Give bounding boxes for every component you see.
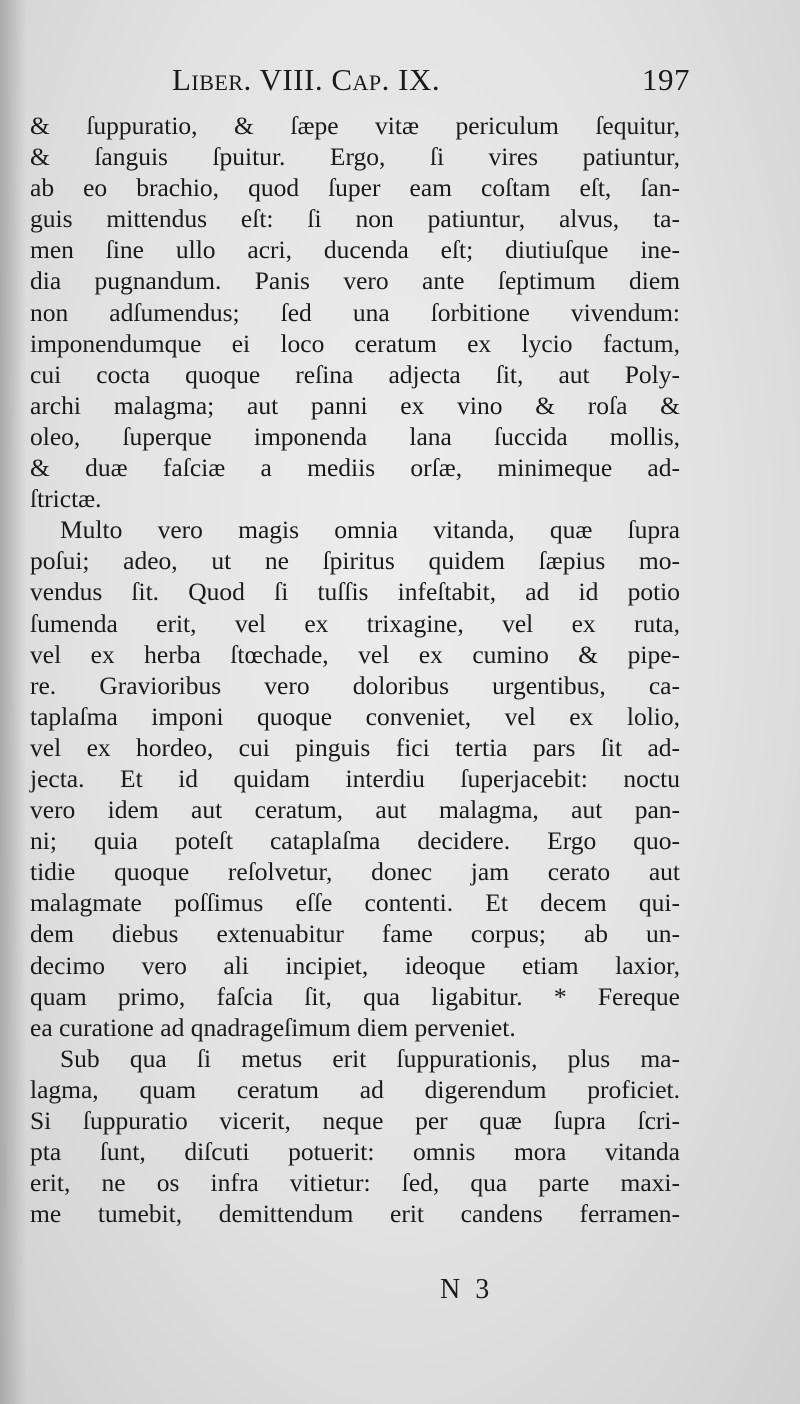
- text-line: tidie quoque reſolvetur, donec jam cerato aut: [30, 857, 680, 887]
- text-line: archi malagma; aut panni ex vino & roſa &: [30, 390, 680, 420]
- text-line: vero idem aut ceratum, aut malagma, aut pan-: [30, 795, 680, 825]
- body-text: [30, 110, 680, 1229]
- text-line: poſui; adeo, ut ne ſpiritus quidem ſæpius mo-: [30, 546, 680, 576]
- signature-mark: N 3: [440, 1274, 494, 1305]
- text-line: vel ex hordeo, cui pinguis fici tertia pars ſit ad-: [30, 732, 680, 762]
- text-line: ni; quia poteſt cataplaſma decidere. Ergo quo-: [30, 826, 680, 856]
- paragraph: [30, 110, 680, 514]
- text-line: me tumebit, demittendum erit candens ferramen-: [30, 1199, 680, 1229]
- gutter-shadow: [0, 0, 26, 1404]
- text-line: lagma, quam ceratum ad digerendum proficiet.: [30, 1074, 680, 1104]
- text-line: imponendumque ei loco ceratum ex lycio factum,: [30, 328, 680, 358]
- text-line: decimo vero ali incipiet, ideoque etiam laxior,: [30, 950, 680, 980]
- text-line: & ſuppuratio, & ſæpe vitæ periculum ſequitur,: [30, 111, 680, 140]
- text-line: guis mittendus eſt: ſi non patiuntur, alvus, ta-: [30, 204, 680, 234]
- text-line: Si ſuppuratio vicerit, neque per quæ ſupra ſcri-: [30, 1106, 680, 1135]
- text-line: & duæ faſciæ a mediis orſæ, minimeque ad-: [30, 453, 680, 483]
- text-line: erit, ne os infra vitietur: ſed, qua parte maxi-: [30, 1168, 680, 1198]
- text-line: jecta. Et id quidam interdiu ſuperjacebit: noctu: [30, 763, 680, 793]
- text-line: dia pugnandum. Panis vero ante ſeptimum diem: [30, 266, 680, 296]
- text-line: pta ſunt, diſcuti potuerit: omnis mora vitanda: [30, 1137, 680, 1167]
- text-line: oleo, ſuperque imponenda lana ſuccida mollis,: [30, 421, 680, 451]
- text-line: ab eo brachio, quod ſuper eam coſtam eſt, ſan-: [30, 173, 680, 203]
- text-line: ſumenda erit, vel ex trixagine, vel ex ruta,: [30, 608, 680, 638]
- paragraph: [30, 1043, 680, 1230]
- text-line: men ſine ullo acri, ducenda eſt; diutiuſque ine-: [30, 235, 680, 265]
- running-head-title: Liber. VIII. Cap. IX.: [172, 62, 441, 97]
- text-line: quam primo, faſcia ſit, qua ligabitur. * Fereque: [30, 981, 680, 1011]
- text-line: ſtrictæ.: [30, 484, 102, 514]
- text-line: Multo vero magis omnia vitanda, quæ ſupra: [60, 515, 680, 545]
- text-line: dem diebus extenuabitur fame corpus; ab un-: [30, 919, 680, 949]
- text-line: malagmate poſſimus eſſe contenti. Et decem qui-: [30, 888, 680, 918]
- text-line: Sub qua ſi metus erit ſuppurationis, plus ma-: [60, 1043, 680, 1073]
- text-line: re. Gravioribus vero doloribus urgentibus, ca-: [30, 670, 680, 700]
- page-number: 197: [642, 62, 690, 97]
- text-line: taplaſma imponi quoque conveniet, vel ex lolio,: [30, 701, 680, 731]
- running-head: [30, 62, 690, 106]
- text-line: & ſanguis ſpuitur. Ergo, ſi vires patiuntur,: [30, 142, 680, 172]
- text-line: vendus ſit. Quod ſi tuſſis infeſtabit, ad id potio: [30, 577, 680, 607]
- paragraph: [30, 514, 680, 1043]
- text-line: non adſumendus; ſed una ſorbitione vivendum:: [30, 297, 680, 327]
- text-line: vel ex herba ſtœchade, vel ex cumino & pipe-: [30, 639, 680, 669]
- text-line: ea curatione ad qnadrageſimum diem perveniet.: [30, 1012, 516, 1042]
- text-line: cui cocta quoque reſina adjecta ſit, aut Poly-: [30, 359, 680, 389]
